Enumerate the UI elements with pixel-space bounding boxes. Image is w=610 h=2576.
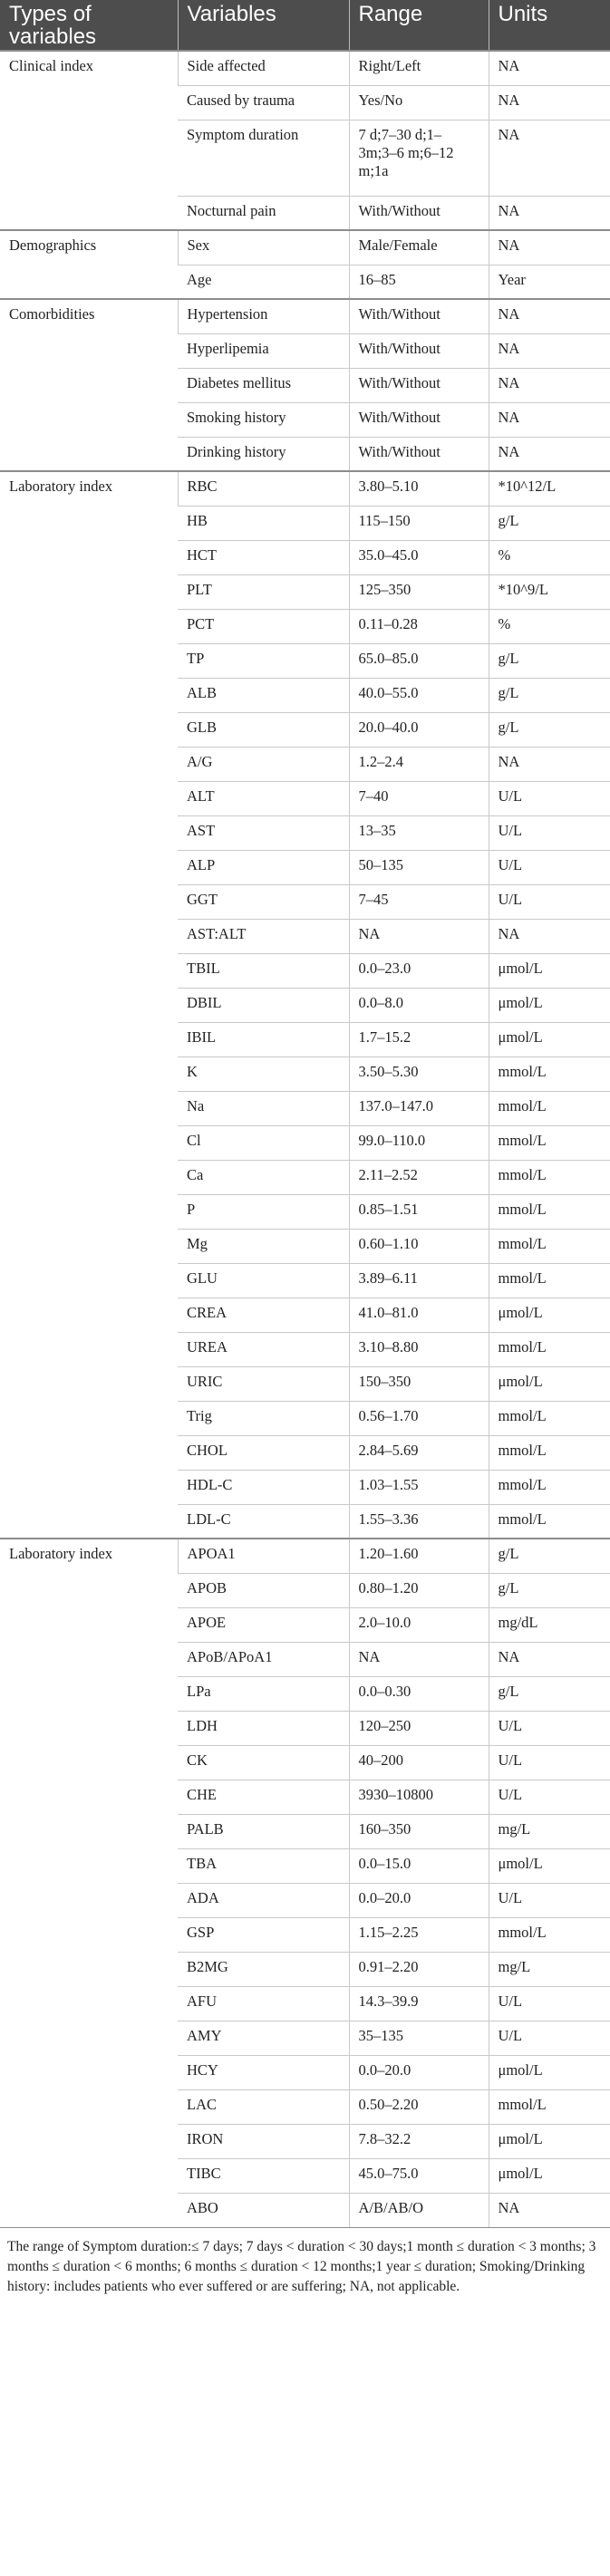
units-cell: μmol/L <box>489 1366 610 1401</box>
range-cell: 3.80–5.10 <box>349 471 489 506</box>
range-cell: 35.0–45.0 <box>349 540 489 574</box>
units-cell: % <box>489 540 610 574</box>
units-cell: mmol/L <box>489 2089 610 2124</box>
table-row <box>0 471 610 506</box>
variable-name-cell: Hyperlipemia <box>178 333 349 368</box>
units-cell: mmol/L <box>489 1917 610 1952</box>
variable-name-cell: RBC <box>178 471 349 506</box>
variable-name-cell: URIC <box>178 1366 349 1401</box>
units-cell: NA <box>489 120 610 196</box>
range-cell: 125–350 <box>349 574 489 609</box>
variable-name-cell: GSP <box>178 1917 349 1952</box>
range-cell: NA <box>349 1642 489 1676</box>
units-cell: NA <box>489 919 610 953</box>
variable-name-cell: HDL-C <box>178 1470 349 1504</box>
units-cell: % <box>489 609 610 643</box>
units-cell: U/L <box>489 884 610 919</box>
range-cell: 16–85 <box>349 265 489 299</box>
units-cell: U/L <box>489 1745 610 1780</box>
variable-name-cell: Age <box>178 265 349 299</box>
variable-name-cell: Drinking history <box>178 437 349 471</box>
units-cell: g/L <box>489 1676 610 1711</box>
range-cell: 50–135 <box>349 850 489 884</box>
variable-name-cell: HCY <box>178 2055 349 2089</box>
range-cell: Male/Female <box>349 230 489 265</box>
variable-name-cell: ALB <box>178 678 349 712</box>
variable-name-cell: Trig <box>178 1401 349 1435</box>
range-cell: A/B/AB/O <box>349 2193 489 2227</box>
variable-name-cell: A/G <box>178 747 349 781</box>
units-cell: NA <box>489 196 610 230</box>
units-cell: U/L <box>489 2021 610 2055</box>
range-cell: 7 d;7–30 d;1–3m;3–6 m;6–12 m;1a <box>349 120 489 196</box>
units-cell: mmol/L <box>489 1194 610 1229</box>
units-cell: NA <box>489 2193 610 2227</box>
range-cell: 40–200 <box>349 1745 489 1780</box>
variable-name-cell: LDL-C <box>178 1504 349 1539</box>
variable-name-cell: CHE <box>178 1780 349 1814</box>
variable-name-cell: APOB <box>178 1573 349 1607</box>
range-cell: 14.3–39.9 <box>349 1986 489 2021</box>
range-cell: 1.7–15.2 <box>349 1022 489 1056</box>
table-header <box>0 0 610 51</box>
units-cell: U/L <box>489 781 610 815</box>
range-cell: 0.0–20.0 <box>349 2055 489 2089</box>
range-cell: 45.0–75.0 <box>349 2158 489 2193</box>
units-cell: U/L <box>489 1711 610 1745</box>
range-cell: 0.91–2.20 <box>349 1952 489 1986</box>
units-cell: *10^9/L <box>489 574 610 609</box>
range-cell: 7–40 <box>349 781 489 815</box>
variable-name-cell: Smoking history <box>178 402 349 437</box>
variable-name-cell: GLU <box>178 1263 349 1298</box>
range-cell: Right/Left <box>349 51 489 85</box>
variable-name-cell: Hypertension <box>178 299 349 333</box>
variable-type-cell: Laboratory index <box>0 1539 178 2227</box>
variable-name-cell: GGT <box>178 884 349 919</box>
variable-name-cell: Mg <box>178 1229 349 1263</box>
units-cell: U/L <box>489 815 610 850</box>
units-cell: μmol/L <box>489 2158 610 2193</box>
units-cell: mmol/L <box>489 1229 610 1263</box>
variable-name-cell: Symptom duration <box>178 120 349 196</box>
table-row <box>0 1539 610 1573</box>
units-cell: μmol/L <box>489 953 610 988</box>
range-cell: 137.0–147.0 <box>349 1091 489 1125</box>
variable-name-cell: Nocturnal pain <box>178 196 349 230</box>
variable-name-cell: B2MG <box>178 1952 349 1986</box>
units-cell: g/L <box>489 506 610 540</box>
table-row <box>0 51 610 85</box>
units-cell: μmol/L <box>489 1848 610 1883</box>
variable-name-cell: P <box>178 1194 349 1229</box>
units-cell: NA <box>489 230 610 265</box>
range-cell: 3.10–8.80 <box>349 1332 489 1366</box>
table-row <box>0 299 610 333</box>
range-cell: 7.8–32.2 <box>349 2124 489 2158</box>
units-cell: NA <box>489 1642 610 1676</box>
variable-name-cell: DBIL <box>178 988 349 1022</box>
units-cell: g/L <box>489 643 610 678</box>
units-cell: mmol/L <box>489 1435 610 1470</box>
variable-name-cell: UREA <box>178 1332 349 1366</box>
variable-name-cell: PLT <box>178 574 349 609</box>
table-row <box>0 230 610 265</box>
range-cell: 2.11–2.52 <box>349 1160 489 1194</box>
range-cell: With/Without <box>349 437 489 471</box>
range-cell: 150–350 <box>349 1366 489 1401</box>
variable-name-cell: AMY <box>178 2021 349 2055</box>
variable-name-cell: Side affected <box>178 51 349 85</box>
units-cell: mmol/L <box>489 1504 610 1539</box>
range-cell: 0.80–1.20 <box>349 1573 489 1607</box>
range-cell: 2.84–5.69 <box>349 1435 489 1470</box>
units-cell: mmol/L <box>489 1091 610 1125</box>
table-footnote: The range of Symptom duration:≤ 7 days; 7 days < duration < 30 days;1 month ≤ duration < 3 months; 3 months ≤ duration < 6 months; 6 months ≤ duration < 12 months;1 year ≤ duration; Smoking/Drinking history: includes patients who ever suffered or are suffering; NA, not applicable. <box>0 2227 610 2297</box>
header-types-of-variables: Types of variables <box>0 0 178 51</box>
units-cell: NA <box>489 333 610 368</box>
range-cell: 7–45 <box>349 884 489 919</box>
range-cell: 2.0–10.0 <box>349 1607 489 1642</box>
units-cell: NA <box>489 299 610 333</box>
units-cell: μmol/L <box>489 2124 610 2158</box>
units-cell: NA <box>489 51 610 85</box>
range-cell: 65.0–85.0 <box>349 643 489 678</box>
units-cell: mmol/L <box>489 1160 610 1194</box>
range-cell: 0.0–15.0 <box>349 1848 489 1883</box>
variable-name-cell: LAC <box>178 2089 349 2124</box>
units-cell: NA <box>489 368 610 402</box>
variable-name-cell: Sex <box>178 230 349 265</box>
units-cell: NA <box>489 85 610 120</box>
range-cell: 41.0–81.0 <box>349 1298 489 1332</box>
units-cell: g/L <box>489 712 610 747</box>
units-cell: *10^12/L <box>489 471 610 506</box>
range-cell: With/Without <box>349 333 489 368</box>
variable-name-cell: CK <box>178 1745 349 1780</box>
range-cell: 115–150 <box>349 506 489 540</box>
units-cell: mmol/L <box>489 1125 610 1160</box>
range-cell: 20.0–40.0 <box>349 712 489 747</box>
variable-name-cell: APOA1 <box>178 1539 349 1573</box>
variable-name-cell: ALP <box>178 850 349 884</box>
header-range: Range <box>349 0 489 51</box>
range-cell: With/Without <box>349 196 489 230</box>
variable-name-cell: GLB <box>178 712 349 747</box>
units-cell: μmol/L <box>489 2055 610 2089</box>
variable-name-cell: TIBC <box>178 2158 349 2193</box>
units-cell: μmol/L <box>489 1298 610 1332</box>
variable-name-cell: LDH <box>178 1711 349 1745</box>
units-cell: g/L <box>489 1573 610 1607</box>
variable-type-cell: Laboratory index <box>0 471 178 1539</box>
units-cell: g/L <box>489 678 610 712</box>
variable-name-cell: AFU <box>178 1986 349 2021</box>
variable-name-cell: AST <box>178 815 349 850</box>
header-variables: Variables <box>178 0 349 51</box>
variable-name-cell: LPa <box>178 1676 349 1711</box>
variable-name-cell: Diabetes mellitus <box>178 368 349 402</box>
units-cell: NA <box>489 747 610 781</box>
variable-name-cell: CHOL <box>178 1435 349 1470</box>
variable-name-cell: K <box>178 1056 349 1091</box>
range-cell: 0.60–1.10 <box>349 1229 489 1263</box>
variable-type-cell: Clinical index <box>0 51 178 230</box>
range-cell: 0.0–20.0 <box>349 1883 489 1917</box>
range-cell: 1.2–2.4 <box>349 747 489 781</box>
range-cell: 40.0–55.0 <box>349 678 489 712</box>
units-cell: NA <box>489 437 610 471</box>
variable-name-cell: IRON <box>178 2124 349 2158</box>
range-cell: NA <box>349 919 489 953</box>
range-cell: 3.50–5.30 <box>349 1056 489 1091</box>
range-cell: 0.0–0.30 <box>349 1676 489 1711</box>
header-row <box>0 0 610 51</box>
range-cell: With/Without <box>349 368 489 402</box>
units-cell: μmol/L <box>489 988 610 1022</box>
variable-name-cell: Caused by trauma <box>178 85 349 120</box>
units-cell: mg/dL <box>489 1607 610 1642</box>
range-cell: 3.89–6.11 <box>349 1263 489 1298</box>
variable-name-cell: APOE <box>178 1607 349 1642</box>
variable-name-cell: TBIL <box>178 953 349 988</box>
range-cell: 0.0–8.0 <box>349 988 489 1022</box>
range-cell: Yes/No <box>349 85 489 120</box>
variable-name-cell: Ca <box>178 1160 349 1194</box>
range-cell: 0.85–1.51 <box>349 1194 489 1229</box>
units-cell: μmol/L <box>489 1022 610 1056</box>
variable-name-cell: ADA <box>178 1883 349 1917</box>
units-cell: Year <box>489 265 610 299</box>
units-cell: mmol/L <box>489 1470 610 1504</box>
range-cell: 13–35 <box>349 815 489 850</box>
units-cell: mmol/L <box>489 1056 610 1091</box>
units-cell: U/L <box>489 1986 610 2021</box>
units-cell: U/L <box>489 1883 610 1917</box>
units-cell: mmol/L <box>489 1332 610 1366</box>
range-cell: 120–250 <box>349 1711 489 1745</box>
variable-name-cell: Na <box>178 1091 349 1125</box>
units-cell: U/L <box>489 850 610 884</box>
header-units: Units <box>489 0 610 51</box>
range-cell: With/Without <box>349 299 489 333</box>
range-cell: 0.50–2.20 <box>349 2089 489 2124</box>
range-cell: 0.56–1.70 <box>349 1401 489 1435</box>
units-cell: mmol/L <box>489 1263 610 1298</box>
range-cell: 160–350 <box>349 1814 489 1848</box>
units-cell: mg/L <box>489 1814 610 1848</box>
variable-name-cell: ALT <box>178 781 349 815</box>
variable-name-cell: APoB/APoA1 <box>178 1642 349 1676</box>
range-cell: 1.15–2.25 <box>349 1917 489 1952</box>
variable-type-cell: Demographics <box>0 230 178 299</box>
units-cell: U/L <box>489 1780 610 1814</box>
range-cell: With/Without <box>349 402 489 437</box>
units-cell: g/L <box>489 1539 610 1573</box>
range-cell: 99.0–110.0 <box>349 1125 489 1160</box>
units-cell: mmol/L <box>489 1401 610 1435</box>
table-body <box>0 51 610 2227</box>
variable-name-cell: CREA <box>178 1298 349 1332</box>
units-cell: NA <box>489 402 610 437</box>
range-cell: 0.11–0.28 <box>349 609 489 643</box>
range-cell: 0.0–23.0 <box>349 953 489 988</box>
variable-name-cell: HCT <box>178 540 349 574</box>
variable-name-cell: PCT <box>178 609 349 643</box>
range-cell: 1.55–3.36 <box>349 1504 489 1539</box>
range-cell: 1.03–1.55 <box>349 1470 489 1504</box>
range-cell: 3930–10800 <box>349 1780 489 1814</box>
range-cell: 35–135 <box>349 2021 489 2055</box>
variable-name-cell: AST:ALT <box>178 919 349 953</box>
range-cell: 1.20–1.60 <box>349 1539 489 1573</box>
variable-name-cell: TBA <box>178 1848 349 1883</box>
variable-name-cell: HB <box>178 506 349 540</box>
variable-name-cell: IBIL <box>178 1022 349 1056</box>
variable-name-cell: TP <box>178 643 349 678</box>
variable-name-cell: PALB <box>178 1814 349 1848</box>
variable-name-cell: ABO <box>178 2193 349 2227</box>
units-cell: mg/L <box>489 1952 610 1986</box>
variable-type-cell: Comorbidities <box>0 299 178 471</box>
variable-name-cell: Cl <box>178 1125 349 1160</box>
